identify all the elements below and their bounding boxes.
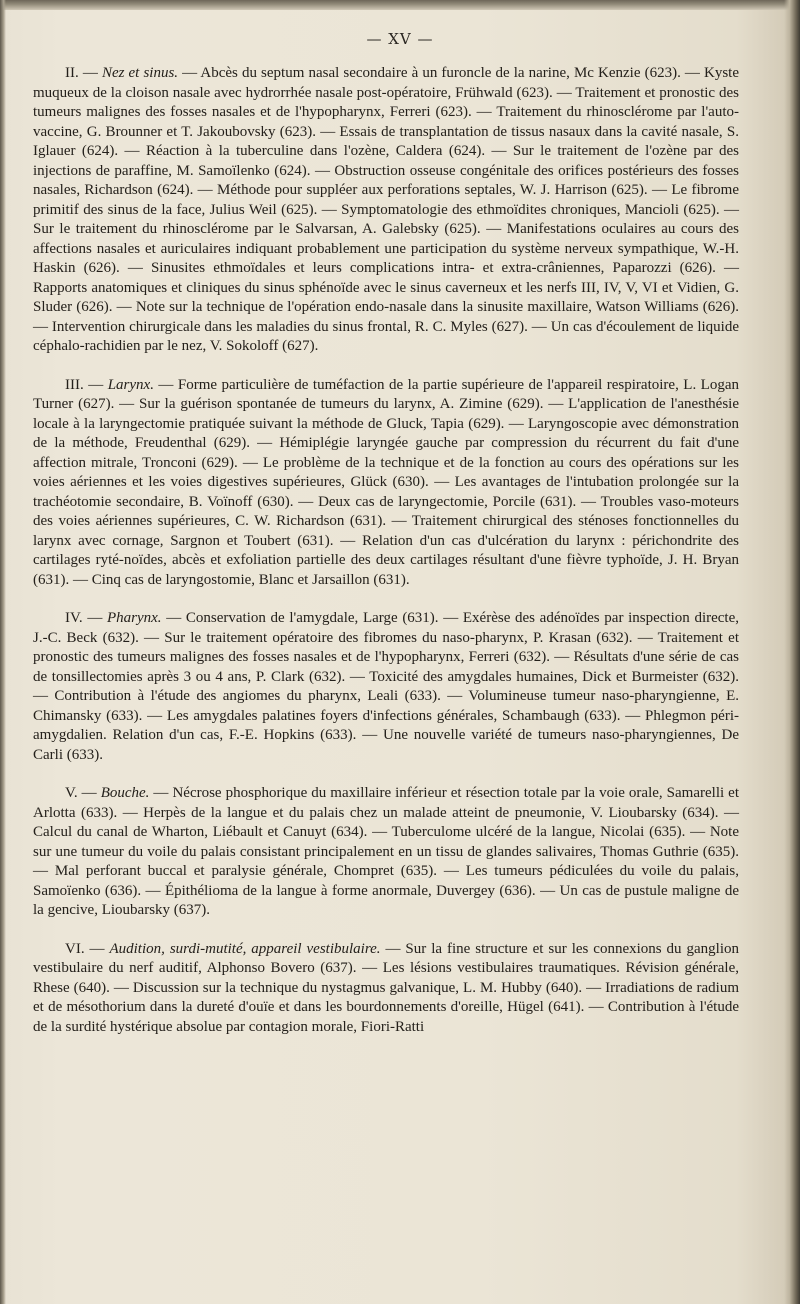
section-mouth bbox=[33, 784, 739, 921]
page-top-shadow bbox=[0, 0, 800, 10]
section-separator: — bbox=[83, 376, 108, 393]
section-title: Pharynx. bbox=[106, 610, 162, 626]
section-hearing bbox=[33, 940, 739, 1038]
section-separator: — bbox=[78, 65, 102, 81]
section-number: III. bbox=[65, 376, 84, 393]
section-entries: — Sur la fine structure et sur les connexions du ganglion vestibulaire du nerf auditif, Alphonso Bovero (637). — Les lésions vestibulaires traumatiques. Révision générale, Rhese (640). — Discussion sur la technique du nystagmus galvanique, L. M. Hubby (640). — Irradiations de radium et de mésothorium dans la dureté d'ouïe et dans les bourdonnements d'oreille, Hügel (641). — Contribution à l'étude de la surdité hystérique absolue par contagion morale, Fiori-Ratti bbox=[33, 940, 739, 1035]
page-number: — XV — bbox=[366, 30, 434, 48]
section-separator: — bbox=[77, 785, 101, 801]
section-entries: — Forme particulière de tuméfaction de la partie supérieure de l'appareil respiratoire, L. Logan Turner (627). — Sur la guérison spontanée de tumeurs du larynx, A. Zimine (629). — L'application de l'anesthésie locale à la laryngectomie pratiquée suivant la méthode de Gluck, Tapia (629). — Laryngoscopie avec démonstration de la méthode, Freudenthal (629). — Hémiplégie laryngée gauche par compression du récurrent du fait d'une affection mitrale, Tronconi (629). — Le problème de la technique et de la fonction au cours des opérations sur les voies aériennes et les voies digestives supérieures, Glück (630). — Les avantages de l'intubation prolongée sur la trachéotomie secondaire, B. Voïnoff (630). — Deux cas de laryngectomie, Porcile (631). — Troubles vaso-moteurs des voies aériennes supérieures, C. W. Richardson (631). — Traitement chirurgical des sténoses fonctionnelles du larynx avec cornage, Sargnon et Toubert (631). — Relation d'un cas d'ulcération du larynx : périchondrite des cartilages ryté-noïdes, abcès et exfoliation partielle des deux cartilages résultant d'une fièvre typhoïde, J. H. Bryan (631). — Cinq cas de laryngostomie, Blanc et Jarsaillon (631). bbox=[33, 376, 740, 588]
section-number: VI. bbox=[65, 940, 85, 957]
section-entries: — Nécrose phosphorique du maxillaire inférieur et résection totale par la voie orale, Samarelli et Arlotta (633). — Herpès de la langue et du palais chez un malade atteint de pneumonie, V. Lioubarsky (634). — Calcul du canal de Wharton, Liébault et Canuyt (634). — Tuberculome ulcéré de la langue, Nicolai (635). — Note sur une tumeur du voile du palais consistant principalement en un tissu de glandes salivaires, Thomas Guthrie (635). — Mal perforant buccal et paralysie générale, Chompret (635). — Les tumeurs pédiculées du voile du palais, Samoïenko (636). — Épithélioma de la langue à forme anormale, Duvergey (636). — Un cas de pustule maligne de la gencive, Lioubarsky (637). bbox=[33, 785, 740, 918]
section-title: Nez et sinus. bbox=[101, 65, 179, 81]
section-number: IV. bbox=[65, 610, 83, 626]
section-title: Bouche. bbox=[100, 785, 150, 801]
table-of-contents bbox=[33, 64, 739, 1056]
page-binding-edge bbox=[784, 0, 800, 1304]
section-title: Larynx. bbox=[107, 376, 154, 393]
section-nose-sinus bbox=[33, 64, 739, 357]
section-title: Audition, surdi-mutité, appareil vestibulaire. bbox=[109, 940, 381, 957]
section-larynx bbox=[33, 376, 739, 591]
section-pharynx bbox=[33, 609, 739, 765]
section-entries: — Conservation de l'amygdale, Large (631). — Exérèse des adénoïdes par inspection directe, J.-C. Beck (632). — Sur le traitement opératoire des fibromes du naso-pharynx, P. Krasan (632). — Traitement et pronostic des tumeurs malignes des fosses nasales et de l'hypopharynx, Ferreri (632). — Résultats d'une série de cas de tonsillectomies après 3 ou 4 ans, P. Clark (632). — Toxicité des amygdales humaines, Dick et Burmeister (632). — Contribution à l'étude des angiomes du pharynx, Leali (633). — Volumineuse tumeur naso-pharyngienne, E. Chimansky (633). — Les amygdales palatines foyers d'infections générales, Schambaugh (633). — Phlegmon péri-amygdalien. Relation d'un cas, F.-E. Hopkins (633). — Une nouvelle variété de tumeurs naso-pharyngiennes, De Carli (633). bbox=[33, 610, 739, 763]
page-left-edge bbox=[0, 0, 6, 1304]
section-number: V. bbox=[65, 785, 78, 801]
section-separator: — bbox=[84, 940, 110, 957]
section-number: II. bbox=[65, 65, 79, 81]
section-entries: — Abcès du septum nasal secondaire à un furoncle de la narine, Mc Kenzie (623). — Kyste muqueux de la cloison nasale avec hydrorrhée nasale post-opératoire, Frühwald (623). — Traitement et pronostic des tumeurs malignes des fosses nasales et de l'hypopharynx, Ferreri (623). — Traitement du rhinosclérome par l'auto-vaccine, G. Brounner et T. Jakoubovsky (623). — Essais de transplantation de tissus nasaux dans la cavité nasale, S. Iglauer (624). — Réaction à la tuberculine dans l'ozène, Caldera (624). — Sur le traitement de l'ozène par des injections de paraffine, M. Samoïlenko (624). — Obstruction osseuse congénitale des orifices postérieurs des fosses nasales, Richardson (624). — Méthode pour suppléer aux perforations septales, W. J. Harrison (625). — Le fibrome primitif des sinus de la face, Julius Weil (625). — Symptomatologie des ethmoïdites chroniques, Mancioli (625). — Sur le traitement du rhinosclérome par le Salvarsan, A. Galebsky (625). — Manifestations oculaires au cours des affections nasales et auriculaires indiquant probablement une participation du système nerveux sympathique, W.-H. Haskin (626). — Sinusites ethmoïdales et leurs complications intra- et extra-crâniennes, Paparozzi (626). — Rapports anatomiques et cliniques du sinus sphénoïde avec le sinus caverneux et les nerfs III, IV, V, VI et Vidien, G. Sluder (626). — Note sur la technique de l'opération endo-nasale dans la sinusite maxillaire, Watson Williams (626). — Intervention chirurgicale dans les maladies du sinus frontal, R. C. Myles (627). — Un cas d'écoulement de liquide céphalo-rachidien par le nez, V. Sokoloff (627). bbox=[33, 65, 740, 354]
section-separator: — bbox=[82, 610, 107, 626]
